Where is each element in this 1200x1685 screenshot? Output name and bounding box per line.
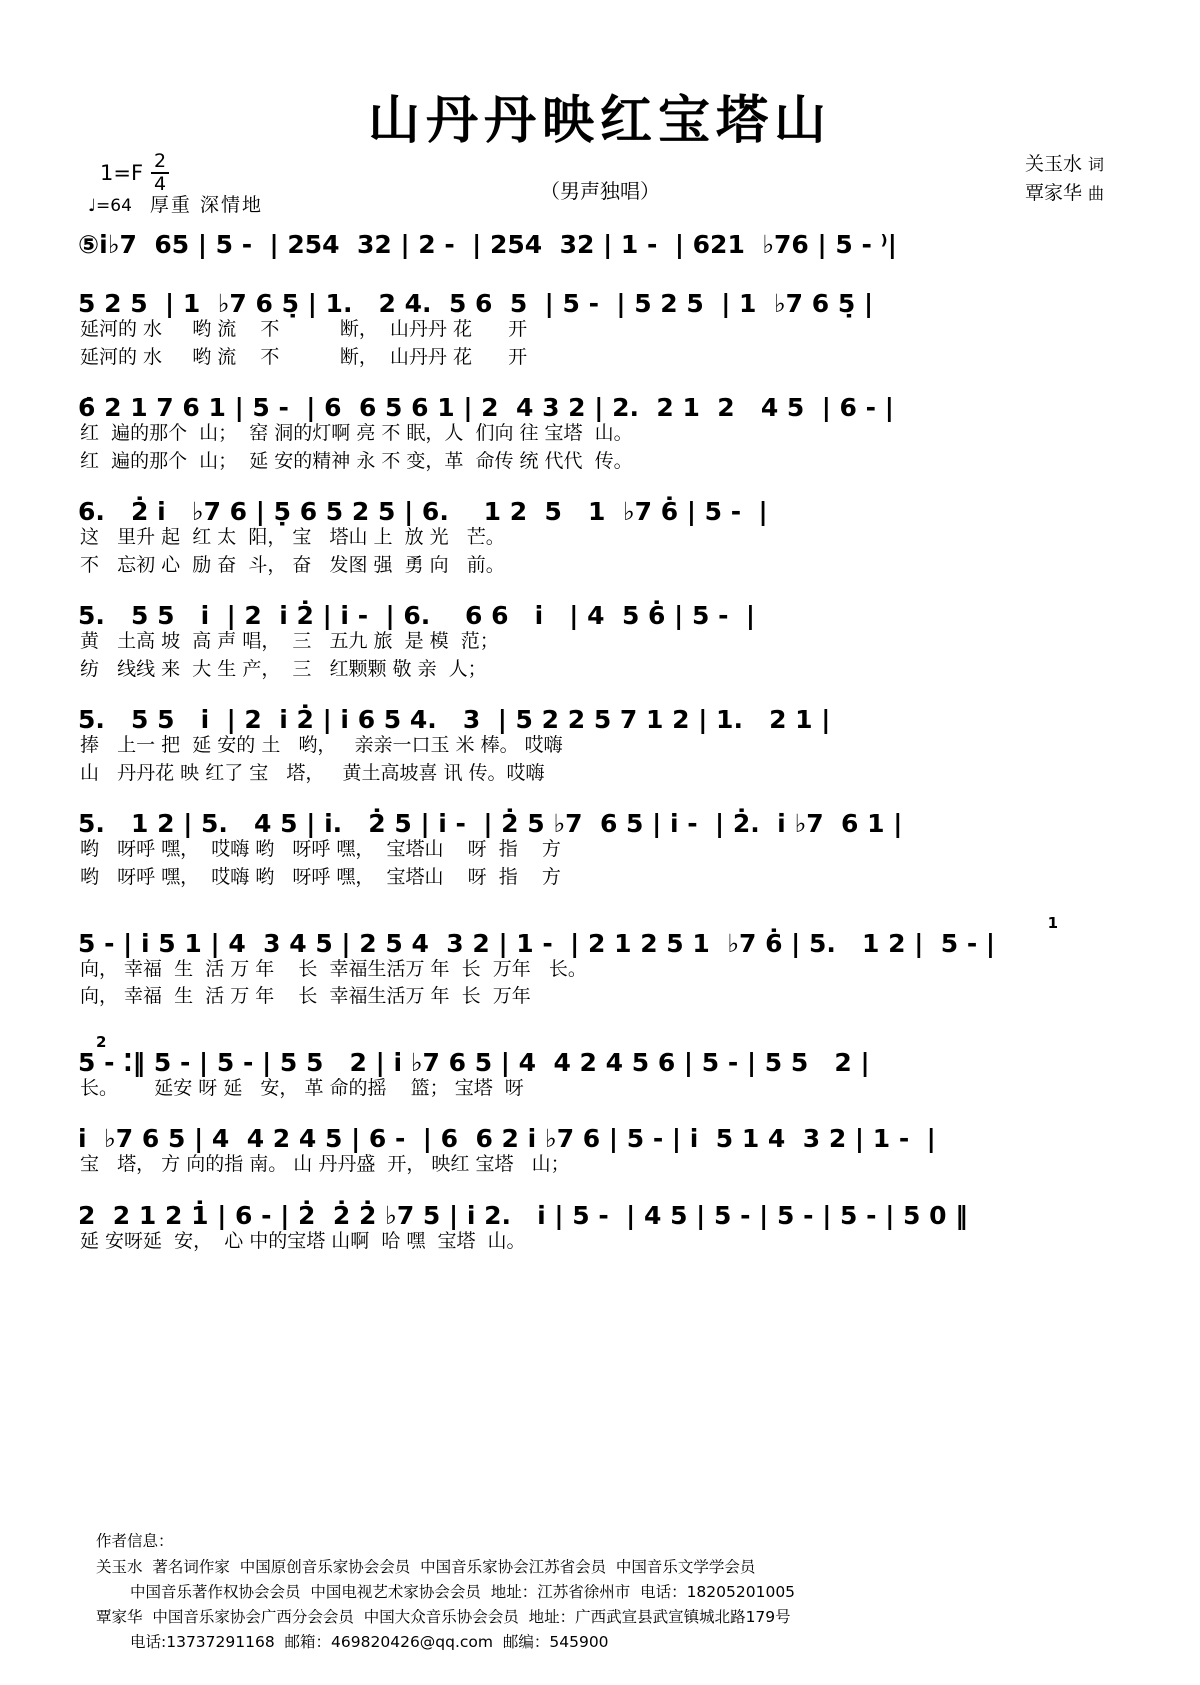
music-system [72,603,1128,683]
music-system [72,811,1128,891]
lyricist-name: 关玉水 [1024,153,1082,175]
lyric-line: 长。 延安 呀 延 安， 革 命的摇 篮； 宝塔 呀 [80,1076,524,1099]
lyric-line: 哟 呀呼 嘿， 哎嗨 哟 呀呼 嘿， 宝塔山 呀 指 方 [80,866,561,889]
notation-line: 6. 2̇ i ♭7 6 | 5̣ 6 5 2 5 | 6. 1 2 5 1 ♭7 6̇ | 5 - | [78,497,768,527]
lyric-line: 延河的 水 哟 流 不 断， 山丹丹 花 开 [80,345,528,368]
time-signature [151,152,169,194]
author-info-footer [96,1529,1140,1655]
lyric-line: 捧 上一 把 延 安的 土 哟， 亲亲一口玉 米 棒。 哎嗨 [80,734,563,757]
key-signature [100,152,169,194]
time-signature-numerator: 2 [151,152,169,174]
music-body [72,232,1128,1255]
notation-line: 6̇ 2 1 7 6 1 | 5 - | 6 6 5 6 1 | 2 4 3 2 | 2. 2 1 2 4 5 | 6 - | [78,393,894,423]
composer-line [1025,179,1104,208]
music-system [72,1200,1128,1256]
system-spacer [72,1017,1128,1035]
lyric-line: 延 安呀延 安， 心 中的宝塔 山啊 哈 嘿 宝塔 山。 [80,1229,526,1252]
notation-line: 5. 5 5 i | 2 i 2̇ | i 6 5 4. 3 | 5 2 2 5 7 1 2 | 1. 2 1 | [78,705,831,735]
notation-line: 2 2 1 2 1̇ | 6 - | 2̇ 2̇ 2̇ ♭7 5 | i 2. i̇ | 5 - | 4 5 | 5 - | 5 - | 5 - | 5 0 ‖ [78,1200,968,1230]
music-system [72,1126,1128,1179]
lyricist-line [1025,150,1104,179]
score-header-meta [0,142,1200,218]
subtitle: （男声独唱） [540,179,660,203]
notation-line: 5 - | i 5 1 | 4 3 4 5 | 2 5 4 3 2 | 1 - | 2 1 2 5 1 ♭7 6̇ | 5. 1 2 | 5 - | [78,928,996,958]
tempo-marking [88,190,263,217]
volta-bracket-2: 2 [96,1032,107,1051]
music-system [72,1032,1128,1103]
page-title: 山丹丹映红宝塔山 [367,91,832,151]
lyric-line: 向， 幸福 生 活 万 年 长 幸福生活万 年 长 万年 [80,985,531,1008]
lyric-line: 不 忘初 心 励 奋 斗， 奋 发图 强 勇 向 前。 [80,553,505,576]
lyric-line: 红 遍的那个 山； 窑 洞的灯啊 亮 不 眠，人 们向 往 宝塔 山。 [80,422,633,445]
notation-line: 5. 1 2 | 5. 4 5 | i. 2̇ 5 | i - | 2̇ 5 ♭7 6 5 | i - | 2̇. i̇ ♭7 6 1 | [78,809,903,839]
music-system [72,291,1128,371]
lyric-line: 延河的 水 哟 流 不 断， 山丹丹 花 开 [80,318,528,340]
lyric-line: 山 丹丹花 映 红了 宝 塔， 黄土高坡喜 讯 传。哎嗨 [80,761,545,784]
notation-line: 5. 5 5 i | 2 i 2̇ | i - | 6. 6 6 i | 4 5 6̇ | 5 - | [78,601,755,631]
notation-line: 5 2 5 | 1 ♭7 6 5̣ | 1. 2 4. 5 6 5 | 5 - | 5 2 5 | 1 ♭7 6 5̣ | [78,289,874,318]
lyric-line: 黄 土高 坡 高 声 唱， 三 五九 旅 是 模 范； [80,630,499,653]
composer-name: 覃家华 [1024,182,1082,205]
expression-marking: 厚重 深情地 [149,194,263,216]
time-signature-denominator: 4 [154,173,167,195]
system-spacer [72,898,1128,916]
footer-heading: 作者信息： [96,1532,174,1551]
composer-role: 曲 [1087,184,1104,204]
music-system [72,707,1128,787]
tempo-text: ♩=64 [88,196,132,216]
lyric-line: 哟 呀呼 嘿， 哎嗨 哟 呀呼 嘿， 宝塔山 呀 指 方 [80,838,561,861]
volta-bracket-1: 1 [1047,913,1058,932]
intro-system [72,232,1128,257]
lyric-line: 红 遍的那个 山； 延 安的精神 永 不 变，革 命传 统 代代 传。 [80,449,633,472]
lyric-line: 向， 幸福 生 活 万 年 长 幸福生活万 年 长 万年 长。 [80,957,587,980]
notation-line: i ♭7 6 5 | 4 4 2 4 5 | 6 - | 6 6 2 i ♭7 6 | 5 - | i 5 1 4 3 2 | 1 - | [78,1124,936,1154]
credits-block [1025,150,1104,209]
footer-line-1: 关玉水 著名词作家 中国原创音乐家协会会员 中国音乐家协会江苏省会员 中国音乐文学学会员 [96,1557,756,1576]
key-signature-text: 1=F [100,161,144,185]
footer-line-4: 电话:13737291168 邮箱：469820426@qq.com 邮编：545900 [130,1632,609,1651]
lyric-line: 纺 线线 来 大 生 产， 三 红颗颗 敬 亲 人； [80,657,487,680]
footer-line-3: 覃家华 中国音乐家协会广西分会会员 中国大众音乐协会会员 地址：广西武宣县武宣镇城北路179号 [96,1607,791,1626]
lyricist-role: 词 [1087,155,1104,174]
lyric-line: 这 里升 起 红 太 阳， 宝 塔山 上 放 光 芒。 [80,526,505,549]
lyric-line: 宝 塔， 方 向的指 南。 山 丹丹盛 开， 映红 宝塔 山； [80,1153,570,1176]
footer-line-2: 中国音乐著作权协会会员 中国电视艺术家协会会员 地址：江苏省徐州市 电话：18205201005 [130,1582,796,1601]
music-system [72,499,1128,579]
notation-line: 5 - ⁚‖ 5 - | 5 - | 5 5 2 | i ♭7 6 5 | 4 4 2 4 5 6 | 5 - | 5 5 2 | [78,1047,870,1077]
notation-line: ⑤i♭7 65 | 5 - | 254 32 | 2 - | 254 32 | 1 - | 621 ♭76 | 5 - ⁾| [78,230,897,259]
music-system [72,913,1128,1011]
music-system [72,395,1128,475]
